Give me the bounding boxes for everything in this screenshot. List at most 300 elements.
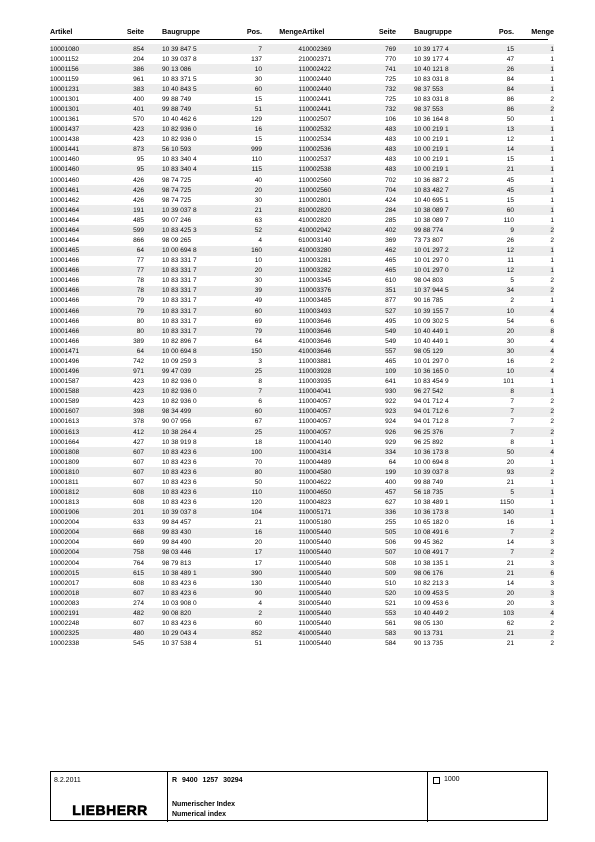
- cell-pos: 52: [254, 226, 262, 234]
- table-row: [302, 417, 554, 427]
- header-divider: [50, 39, 548, 40]
- cell-pos: 12: [506, 247, 514, 255]
- table-row: [302, 437, 554, 447]
- cell-menge: 1: [298, 589, 302, 597]
- cell-artikel: 10001461: [50, 186, 80, 194]
- cell-artikel: 10002440: [302, 75, 332, 83]
- cell-pos: 34: [506, 287, 514, 295]
- cell-pos: 160: [251, 247, 262, 255]
- cell-artikel: 10002537: [302, 156, 332, 164]
- cell-menge: 1: [298, 146, 302, 154]
- cell-artikel: 10001231: [50, 85, 80, 93]
- cell-menge: 2: [550, 428, 554, 436]
- cell-menge: 1: [550, 297, 554, 305]
- cell-pos: 8: [258, 378, 262, 386]
- cell-menge: 4: [298, 347, 302, 355]
- cell-pos: 390: [251, 569, 262, 577]
- cell-baugruppe: 10 83 340 4: [162, 156, 197, 164]
- cell-baugruppe: 94 01 712 4: [414, 398, 449, 406]
- table-row: [50, 548, 302, 558]
- cell-seite: 615: [133, 569, 144, 577]
- table-row: [50, 487, 302, 497]
- cell-artikel: 10002440: [302, 85, 332, 93]
- cell-menge: 8: [550, 327, 554, 335]
- cell-seite: 483: [385, 156, 396, 164]
- cell-pos: 40: [254, 176, 262, 184]
- table-row: [50, 397, 302, 407]
- cell-baugruppe: 10 82 213 3: [414, 579, 449, 587]
- cell-pos: 69: [254, 317, 262, 325]
- table-row: [50, 346, 302, 356]
- right-header-row: [302, 25, 554, 37]
- cell-menge: 1: [550, 156, 554, 164]
- cell-baugruppe: 10 82 936 0: [162, 136, 197, 144]
- cell-menge: 1: [298, 257, 302, 265]
- cell-seite: 507: [385, 549, 396, 557]
- cell-baugruppe: 10 83 454 9: [414, 378, 449, 386]
- header-menge: Menge: [531, 26, 554, 36]
- cell-artikel: 10005440: [302, 599, 332, 607]
- table-row: [50, 558, 302, 568]
- table-row: [302, 518, 554, 528]
- cell-baugruppe: 10 00 219 1: [414, 136, 449, 144]
- cell-artikel: 10005440: [302, 579, 332, 587]
- footer-page-number: 1000: [444, 776, 460, 783]
- table-row: [50, 155, 302, 165]
- table-row: [302, 185, 554, 195]
- cell-seite: 610: [385, 277, 396, 285]
- cell-menge: 1: [550, 176, 554, 184]
- table-row: [50, 568, 302, 578]
- cell-seite: 627: [385, 499, 396, 507]
- cell-baugruppe: 99 88 749: [414, 478, 444, 486]
- cell-menge: 4: [298, 226, 302, 234]
- cell-baugruppe: 10 09 453 6: [414, 599, 449, 607]
- table-row: [50, 175, 302, 185]
- table-row: [302, 578, 554, 588]
- cell-artikel: 10002801: [302, 196, 332, 204]
- cell-seite: 78: [136, 277, 144, 285]
- cell-artikel: 10002004: [50, 519, 80, 527]
- table-row: [302, 467, 554, 477]
- cell-menge: 1: [550, 438, 554, 446]
- cell-artikel: 10003935: [302, 378, 332, 386]
- table-row: [302, 558, 554, 568]
- cell-menge: 2: [298, 55, 302, 63]
- cell-artikel: 10005440: [302, 609, 332, 617]
- table-row: [50, 367, 302, 377]
- table-row: [50, 447, 302, 457]
- cell-baugruppe: 10 00 219 1: [414, 146, 449, 154]
- cell-menge: 1: [550, 85, 554, 93]
- cell-artikel: 10001588: [50, 388, 80, 396]
- cell-seite: 483: [385, 166, 396, 174]
- cell-pos: 14: [506, 146, 514, 154]
- cell-seite: 732: [385, 106, 396, 113]
- cell-pos: 86: [506, 95, 514, 103]
- cell-menge: 1: [298, 287, 302, 295]
- cell-pos: 50: [254, 478, 262, 486]
- table-row: [50, 195, 302, 205]
- cell-seite: 764: [133, 559, 144, 567]
- cell-seite: 378: [133, 418, 144, 426]
- cell-artikel: 10002441: [302, 95, 332, 103]
- cell-seite: 401: [133, 106, 144, 113]
- cell-seite: 462: [385, 247, 396, 255]
- cell-pos: 30: [506, 337, 514, 345]
- cell-artikel: 10001466: [50, 297, 80, 305]
- cell-menge: 1: [550, 509, 554, 517]
- cell-artikel: 10001812: [50, 488, 80, 496]
- cell-menge: 3: [550, 599, 554, 607]
- cell-artikel: 10001464: [50, 226, 80, 234]
- cell-baugruppe: 98 74 725: [162, 176, 192, 184]
- cell-baugruppe: 10 29 043 4: [162, 630, 197, 638]
- cell-pos: 4: [258, 599, 262, 607]
- cell-seite: 369: [385, 237, 396, 245]
- cell-seite: 561: [385, 619, 396, 627]
- cell-seite: 398: [133, 408, 144, 416]
- table-row: [302, 498, 554, 508]
- cell-artikel: 10002083: [50, 599, 80, 607]
- cell-pos: 17: [254, 559, 262, 567]
- table-row: [302, 44, 554, 54]
- table-row: [50, 639, 302, 649]
- cell-artikel: 10004650: [302, 488, 332, 496]
- table-row: [50, 84, 302, 94]
- table-row: [50, 185, 302, 195]
- cell-pos: 104: [251, 509, 262, 517]
- cell-artikel: 10002942: [302, 226, 332, 234]
- cell-seite: 480: [133, 630, 144, 638]
- cell-baugruppe: 10 36 173 8: [414, 448, 449, 456]
- cell-pos: 5: [510, 488, 514, 496]
- cell-artikel: 10002004: [50, 539, 80, 547]
- cell-menge: 3: [298, 599, 302, 607]
- cell-menge: 1: [550, 478, 554, 486]
- cell-menge: 1: [298, 569, 302, 577]
- cell-artikel: 10002820: [302, 206, 332, 214]
- cell-seite: 854: [133, 45, 144, 53]
- cell-artikel: 10002422: [302, 65, 332, 73]
- cell-pos: 120: [251, 499, 262, 507]
- cell-menge: 1: [298, 327, 302, 335]
- cell-seite: 607: [133, 589, 144, 597]
- cell-baugruppe: 98 74 725: [162, 196, 192, 204]
- table-row: [302, 256, 554, 266]
- cell-menge: 1: [298, 408, 302, 416]
- cell-pos: 60: [254, 619, 262, 627]
- cell-baugruppe: 10 00 219 1: [414, 166, 449, 174]
- cell-seite: 758: [133, 549, 144, 557]
- cell-seite: 549: [385, 327, 396, 335]
- cell-artikel: 10001466: [50, 267, 80, 275]
- cell-pos: 7: [510, 408, 514, 416]
- cell-baugruppe: 56 18 735: [414, 488, 444, 496]
- cell-pos: 13: [506, 126, 514, 134]
- cell-artikel: 10003493: [302, 307, 332, 315]
- cell-artikel: 10003928: [302, 368, 332, 376]
- table-row: [50, 104, 302, 114]
- cell-menge: 1: [298, 307, 302, 315]
- cell-seite: 64: [388, 458, 396, 466]
- cell-seite: 641: [385, 378, 396, 386]
- cell-artikel: 10005440: [302, 640, 332, 648]
- cell-baugruppe: 10 82 896 7: [162, 337, 197, 345]
- cell-pos: 30: [254, 196, 262, 204]
- cell-pos: 15: [254, 136, 262, 144]
- table-row: [50, 578, 302, 588]
- table-row: [302, 54, 554, 64]
- cell-artikel: 10002538: [302, 166, 332, 174]
- cell-artikel: 10001466: [50, 317, 80, 325]
- cell-baugruppe: 10 83 423 6: [162, 619, 197, 627]
- cell-baugruppe: 99 84 457: [162, 519, 192, 527]
- cell-menge: 2: [550, 237, 554, 245]
- cell-baugruppe: 10 83 423 6: [162, 488, 197, 496]
- cell-baugruppe: 10 36 164 8: [414, 116, 449, 124]
- cell-pos: 12: [506, 267, 514, 275]
- cell-baugruppe: 98 03 446: [162, 549, 192, 557]
- cell-pos: 5: [510, 277, 514, 285]
- left-header-row: [50, 25, 302, 37]
- cell-seite: 770: [385, 55, 396, 63]
- cell-baugruppe: 99 88 774: [414, 226, 444, 234]
- cell-seite: 549: [385, 337, 396, 345]
- cell-menge: 2: [550, 287, 554, 295]
- cell-baugruppe: 98 06 176: [414, 569, 444, 577]
- cell-baugruppe: 96 27 542: [414, 388, 444, 396]
- cell-pos: 7: [258, 45, 262, 53]
- cell-pos: 25: [254, 368, 262, 376]
- table-row: [50, 598, 302, 608]
- cell-pos: 10: [506, 368, 514, 376]
- table-row: [302, 246, 554, 256]
- cell-baugruppe: 10 09 259 3: [162, 357, 197, 365]
- cell-baugruppe: 10 01 297 0: [414, 267, 449, 275]
- cell-pos: 17: [254, 549, 262, 557]
- cell-menge: 1: [550, 519, 554, 527]
- cell-menge: 2: [550, 529, 554, 537]
- cell-baugruppe: 94 01 712 6: [414, 408, 449, 416]
- cell-pos: 50: [506, 116, 514, 124]
- cell-artikel: 10001496: [50, 368, 80, 376]
- cell-baugruppe: 10 83 340 4: [162, 166, 197, 174]
- cell-artikel: 10003280: [302, 247, 332, 255]
- cell-baugruppe: 99 47 039: [162, 368, 192, 376]
- table-row: [302, 336, 554, 346]
- cell-seite: 80: [136, 317, 144, 325]
- footer-page-cell: [428, 772, 549, 822]
- cell-pos: 7: [510, 529, 514, 537]
- table-row: [50, 145, 302, 155]
- cell-menge: 1: [298, 106, 302, 113]
- cell-artikel: 10002507: [302, 116, 332, 124]
- cell-artikel: 10003646: [302, 327, 332, 335]
- cell-seite: 423: [133, 378, 144, 386]
- cell-baugruppe: 10 01 297 2: [414, 247, 449, 255]
- cell-seite: 426: [133, 176, 144, 184]
- cell-baugruppe: 90 07 246: [162, 216, 192, 224]
- cell-artikel: 10001810: [50, 468, 80, 476]
- cell-menge: 1: [298, 136, 302, 144]
- cell-menge: 2: [550, 408, 554, 416]
- cell-artikel: 10001152: [50, 55, 79, 63]
- cell-seite: 971: [133, 368, 144, 376]
- cell-seite: 400: [385, 478, 396, 486]
- cell-menge: 3: [550, 589, 554, 597]
- cell-artikel: 10005440: [302, 549, 332, 557]
- cell-pos: 8: [510, 438, 514, 446]
- table-row: [302, 175, 554, 185]
- cell-artikel: 10001471: [50, 347, 80, 355]
- cell-menge: 1: [550, 186, 554, 194]
- table-row: [50, 135, 302, 145]
- table-row: [302, 205, 554, 215]
- cell-pos: 101: [503, 378, 514, 386]
- cell-baugruppe: 10 00 694 8: [162, 247, 197, 255]
- table-row: [302, 276, 554, 286]
- cell-seite: 423: [133, 388, 144, 396]
- cell-baugruppe: 10 83 423 6: [162, 579, 197, 587]
- cell-artikel: 10004823: [302, 499, 332, 507]
- cell-pos: 110: [251, 488, 262, 496]
- cell-pos: 62: [506, 619, 514, 627]
- cell-artikel: 10001159: [50, 75, 79, 83]
- cell-baugruppe: 10 00 694 8: [162, 347, 197, 355]
- table-row: [302, 629, 554, 639]
- cell-menge: 1: [298, 640, 302, 648]
- cell-seite: 412: [133, 428, 144, 436]
- table-row: [50, 316, 302, 326]
- cell-baugruppe: 10 39 155 7: [414, 307, 449, 315]
- cell-menge: 4: [298, 630, 302, 638]
- table-row: [302, 397, 554, 407]
- cell-menge: 1: [298, 438, 302, 446]
- cell-seite: 607: [133, 448, 144, 456]
- cell-baugruppe: 10 00 219 1: [414, 126, 449, 134]
- cell-pos: 64: [254, 337, 262, 345]
- cell-pos: 25: [254, 428, 262, 436]
- cell-menge: 2: [550, 357, 554, 365]
- cell-seite: 483: [385, 126, 396, 134]
- cell-menge: 1: [298, 529, 302, 537]
- table-row: [302, 165, 554, 175]
- cell-baugruppe: 10 36 887 2: [414, 176, 449, 184]
- table-row: [302, 568, 554, 578]
- cell-baugruppe: 10 83 423 6: [162, 478, 197, 486]
- cell-seite: 465: [385, 357, 396, 365]
- cell-baugruppe: 56 10 593: [162, 146, 192, 154]
- cell-pos: 67: [254, 418, 262, 426]
- cell-menge: 1: [550, 499, 554, 507]
- cell-pos: 15: [506, 45, 514, 53]
- page-box-icon: [433, 777, 440, 784]
- cell-pos: 84: [506, 85, 514, 93]
- cell-pos: 110: [251, 156, 262, 164]
- cell-baugruppe: 90 08 820: [162, 609, 192, 617]
- cell-pos: 15: [254, 95, 262, 103]
- cell-pos: 15: [506, 196, 514, 204]
- cell-baugruppe: 98 79 813: [162, 559, 192, 567]
- cell-pos: 30: [254, 75, 262, 83]
- cell-menge: 1: [298, 378, 302, 386]
- cell-pos: 20: [254, 186, 262, 194]
- cell-menge: 1: [298, 499, 302, 507]
- cell-seite: 426: [133, 196, 144, 204]
- table-row: [50, 225, 302, 235]
- cell-baugruppe: 98 04 803: [414, 277, 444, 285]
- cell-artikel: 10003281: [302, 257, 332, 265]
- cell-artikel: 10001607: [50, 408, 80, 416]
- cell-seite: 584: [385, 640, 396, 648]
- cell-artikel: 10004057: [302, 428, 332, 436]
- table-row: [302, 155, 554, 165]
- cell-artikel: 10001438: [50, 136, 80, 144]
- table-row: [302, 608, 554, 618]
- table-row: [50, 477, 302, 487]
- cell-artikel: 10001466: [50, 337, 80, 345]
- cell-artikel: 10003646: [302, 317, 332, 325]
- cell-seite: 199: [385, 468, 396, 476]
- cell-seite: 521: [385, 599, 396, 607]
- cell-seite: 570: [133, 116, 144, 124]
- cell-menge: 1: [550, 166, 554, 174]
- cell-pos: 26: [506, 237, 514, 245]
- table-row: [50, 266, 302, 276]
- cell-artikel: 10004057: [302, 408, 332, 416]
- cell-artikel: 10003376: [302, 287, 332, 295]
- cell-menge: 4: [550, 448, 554, 456]
- cell-menge: 1: [298, 418, 302, 426]
- table-row: [50, 125, 302, 135]
- table-row: [50, 467, 302, 477]
- cell-menge: 1: [298, 277, 302, 285]
- cell-baugruppe: 98 74 725: [162, 186, 192, 194]
- cell-baugruppe: 10 83 031 8: [414, 75, 449, 83]
- cell-seite: 553: [385, 609, 396, 617]
- cell-menge: 2: [550, 106, 554, 113]
- footer-title-cell: [168, 772, 428, 822]
- cell-menge: 2: [550, 619, 554, 627]
- cell-menge: 4: [298, 45, 302, 53]
- cell-seite: 669: [133, 539, 144, 547]
- cell-artikel: 10002191: [50, 609, 80, 617]
- cell-seite: 926: [385, 428, 396, 436]
- header-pos: Pos.: [498, 26, 514, 36]
- cell-baugruppe: 90 07 956: [162, 418, 192, 426]
- cell-pos: 26: [506, 65, 514, 73]
- header-menge: Menge: [279, 26, 302, 36]
- cell-baugruppe: 10 83 423 6: [162, 448, 197, 456]
- cell-seite: 284: [385, 206, 396, 214]
- table-row: [302, 457, 554, 467]
- cell-menge: 1: [550, 206, 554, 214]
- cell-seite: 423: [133, 126, 144, 134]
- cell-menge: 1: [298, 579, 302, 587]
- cell-pos: 7: [510, 398, 514, 406]
- cell-seite: 95: [136, 166, 144, 174]
- cell-artikel: 10001613: [50, 428, 80, 436]
- cell-seite: 922: [385, 398, 396, 406]
- cell-menge: 1: [550, 55, 554, 63]
- cell-pos: 1150: [499, 499, 514, 507]
- table-row: [302, 477, 554, 487]
- cell-pos: 21: [506, 478, 514, 486]
- cell-menge: 1: [298, 186, 302, 194]
- cell-menge: 1: [298, 398, 302, 406]
- cell-artikel: 10001156: [50, 65, 79, 73]
